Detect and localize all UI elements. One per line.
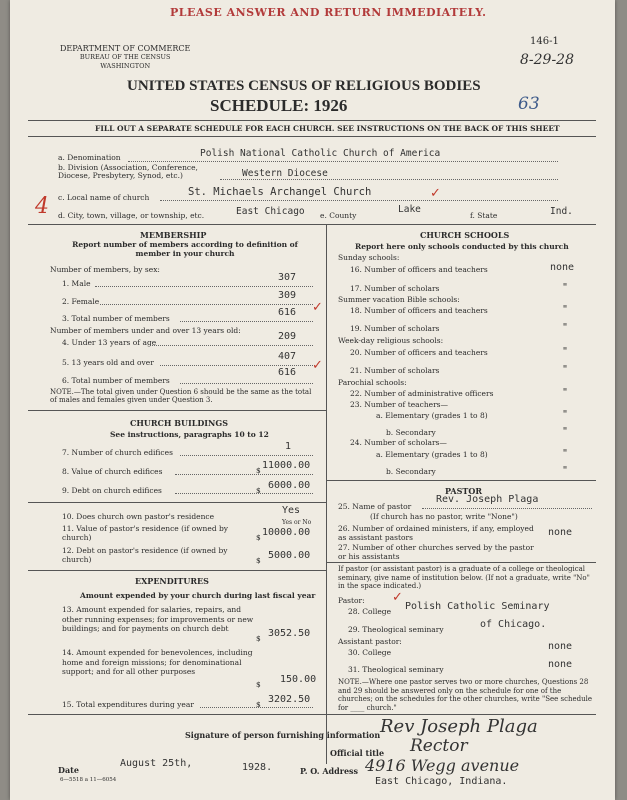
denomination-label: a. Denomination — [58, 153, 121, 162]
pastor-label: Pastor: — [338, 596, 365, 605]
q11-label: 11. Value of pastor's residence (if owned by church) — [62, 524, 229, 542]
q25-label: 25. Name of pastor — [338, 502, 412, 511]
date-label: Date — [58, 765, 79, 775]
q2-value: 309 — [278, 290, 297, 301]
date-stamp: 8-29-28 — [520, 52, 574, 68]
department-city: WASHINGTON — [100, 62, 151, 70]
q4-value: 209 — [278, 331, 297, 342]
official-title-value: Rector — [410, 736, 468, 756]
q16-label: 16. Number of officers and teachers — [350, 265, 488, 274]
city-value: East Chicago — [236, 206, 305, 217]
sunday-schools: Sunday schools: — [338, 253, 400, 262]
weekday-schools: Week-day religious schools: — [338, 336, 444, 345]
q23b-label: b. Secondary — [386, 428, 436, 437]
q20-label: 20. Number of officers and teachers — [350, 348, 488, 357]
schools-subtitle: Report here only schools conducted by this church — [355, 242, 569, 251]
margin-mark: 4 — [35, 194, 49, 219]
q5-label: 5. 13 years old and over — [62, 358, 154, 367]
q21-value: " — [562, 364, 569, 375]
q8-label: 8. Value of church edifices — [62, 467, 163, 476]
q24a-value: " — [562, 448, 569, 459]
q21-label: 21. Number of scholars — [350, 366, 440, 375]
q15-value: 3202.50 — [268, 694, 311, 705]
form-title: UNITED STATES CENSUS OF RELIGIOUS BODIES — [127, 78, 481, 94]
q31-label: 31. Theological seminary — [348, 665, 444, 674]
q13-value: 3052.50 — [268, 628, 311, 639]
q26-value: none — [548, 527, 573, 538]
q30-value: none — [548, 641, 573, 652]
q1-value: 307 — [278, 272, 297, 283]
q5-value: 407 — [278, 351, 297, 362]
q24-label: 24. Number of scholars— — [350, 438, 447, 447]
church-name-label: c. Local name of church — [58, 193, 150, 202]
members-by-sex: Number of members, by sex: — [50, 265, 160, 274]
q14-label: 14. Amount expended for benevolences, including home and foreign missions; for denominational support; and for all other purposes — [62, 648, 253, 676]
q24a-label: a. Elementary (grades 1 to 8) — [376, 450, 488, 459]
address-value: 4916 Wegg avenue — [365, 756, 520, 775]
official-title-label: Official title — [330, 748, 385, 758]
q13-label: 13. Amount expended for salaries, repairs, and other running expenses; for improvements or new buildings; and for payments on church debt — [62, 605, 254, 633]
census-schedule-page: PLEASE ANSWER AND RETURN IMMEDIATELY. DEPARTMENT OF COMMERCE BUREAU OF THE CENSUS WASHINGTON 146-1 8-29-28 UNITED STATES CENSUS OF RELIGIOUS BODIES SCHEDULE: 1926 63 FILL OUT A SEPARATE SCHEDULE FOR EACH CHURCH. SEE INSTRUCTIONS ON THE BACK OF THIS SHEET a. Denomination Polish National Catholic Church of America b. Division (Association, Conference, Diocese, Presbytery, Synod, etc.) Western Diocese c. Local name of church St. Michaels Archangel Church d. City, town, village, or township, etc. East Chicago e. County Lake f. State Ind. 4 ✓ MEMBERSHIP Report number of members according to definition of member in your church Number of members, by sex: 1. Male 307 2. Female 309 3. Total number of members 616 ✓ Number of members under and over 13 years old: 4. Under 13 years of age 209 5. 13 years old and over 407 6. Total number of members 616 ✓ NOTE.—The total given under Question 6 should be the same as the total of males and females given under Question 3. CHURCH BUILDINGS See instructions, paragraphs 10 to 12 7. Number of church edifices 1 8. Value of church edifices $ 11000.00 9. Debt on church edifices $ 6000.00 10. Does church own pastor's residence Yes Yes or No 11. Value of pastor's residence (if owned by church) $ 10000.00 12. Debt on pastor's residence (if owned by church) $ 5000.00 EXPENDITURES Amount expended by your church during last fiscal year 13. Amount expended for salaries, repairs, and other running expenses; for improvements or new buildings; and for payments on church debt $ 3052.50 14. Amount expended for benevolences, including home and foreign missions; for denominational support; and for all other purposes $ 150.00 15. Total expenditures during year $ 3202.50 CHURCH SCHOOLS Report here only schools conducted by this church Sunday schools: 16. Number of officers and teachers none 17. Number of scholars " Summer vacation Bible schools: 18. Number of officers and teachers " 19. Number of scholars " Week-day religious schools: 20. Number of officers and teachers " 21. Number of scholars " Parochial schools: 22. Number of administrative officers " 23. Number of teachers— a. Elementary (grades 1 to 8) " b. Secondary " 24. Number of scholars— a. Elementary (grades 1 to 8) " b. Secondary " PASTOR 25. Name of pastor Rev. Joseph Plaga (If church has no pastor, write "None") 26. Number of ordained ministers, if any, employed as assistant pastors none 27. Number of other churches served by the pastor or his assistants If pastor (or assistant pastor) is a graduate of a college or theological seminary, give name of institution below. (If not a graduate, write "No" in the space indicated.) Pastor: 28. College Polish Catholic Seminary ✓ 29. Theological seminary of Chicago. Assistant pastor: 30. College none 31. Theological seminary none NOTE.—Where one pastor serves two or more churches, Questions 28 and 29 should be answered only on the schedule for one of the churches; on the schedules for the other churches, write "See schedule for ____ church." Signature of person furnishing information Rev Joseph Plaga Official title Rector Date August 25th, 1928. 6—5518 a 11—6054 P. O. Address 4916 Wegg avenue East Chicago, Indiana. — [10, 0, 615, 800]
q26-label: 26. Number of ordained ministers, if any, employed as assistant pastors — [338, 524, 534, 542]
q24b-value: " — [562, 465, 569, 476]
q16-value: none — [550, 262, 575, 273]
county-value: Lake — [398, 204, 421, 215]
q8-value: 11000.00 — [262, 460, 311, 471]
q20-value: " — [562, 346, 569, 357]
q23a-label: a. Elementary (grades 1 to 8) — [376, 411, 488, 420]
church-name-value: St. Michaels Archangel Church — [188, 186, 372, 198]
q4-label: 4. Under 13 years of age — [62, 338, 157, 347]
department-name: DEPARTMENT OF COMMERCE — [60, 44, 191, 53]
denomination-value: Polish National Catholic Church of America — [200, 148, 441, 159]
q12-label: 12. Debt on pastor's residence (if owned by church) — [62, 546, 228, 564]
yes-no-hint: Yes or No — [282, 519, 312, 526]
q17-value: " — [562, 282, 569, 293]
q18-value: " — [562, 304, 569, 315]
q29-label: 29. Theological seminary — [348, 625, 444, 634]
q11-value: 10000.00 — [262, 527, 311, 538]
q6-value: 616 — [278, 367, 297, 378]
q24b-label: b. Secondary — [386, 467, 436, 476]
q19-label: 19. Number of scholars — [350, 324, 440, 333]
graduate-note: If pastor (or assistant pastor) is a graduate of a college or theological seminary, give name of institution below. (If not a graduate, write "No" in the space indicated.) — [338, 565, 590, 590]
q30-label: 30. College — [348, 648, 392, 657]
address-label: P. O. Address — [300, 766, 359, 776]
q13-dollar: $ — [256, 634, 261, 643]
division-label: b. Division (Association, Conference, Diocese, Presbytery, Synod, etc.) — [58, 163, 198, 180]
q22-value: " — [562, 387, 569, 398]
pastor-title: PASTOR — [445, 486, 482, 496]
q10-value: Yes — [282, 505, 301, 516]
q25-value: Rev. Joseph Plaga — [436, 494, 539, 505]
bureau-name: BUREAU OF THE CENSUS — [79, 53, 171, 61]
form-codes: 6—5518 a 11—6054 — [60, 777, 117, 783]
membership-title: MEMBERSHIP — [140, 230, 207, 240]
q3-value: 616 — [278, 307, 297, 318]
instructions: FILL OUT A SEPARATE SCHEDULE FOR EACH CHURCH. SEE INSTRUCTIONS ON THE BACK OF THIS SHEET — [95, 124, 560, 133]
q29-value: of Chicago. — [480, 619, 547, 630]
q6-label: 6. Total number of members — [62, 376, 170, 385]
q7-value: 1 — [285, 441, 292, 452]
q12-dollar: $ — [256, 556, 261, 565]
q7-label: 7. Number of church edifices — [62, 448, 173, 457]
schedule-title: SCHEDULE: 1926 — [210, 96, 348, 115]
q23b-value: " — [562, 426, 569, 437]
buildings-subtitle: See instructions, paragraphs 10 to 12 — [110, 430, 269, 439]
state-label: f. State — [470, 211, 498, 220]
q8-dollar: $ — [256, 466, 261, 475]
q18-label: 18. Number of officers and teachers — [350, 306, 488, 315]
return-notice: PLEASE ANSWER AND RETURN IMMEDIATELY. — [170, 6, 487, 19]
q19-value: " — [562, 322, 569, 333]
q12-value: 5000.00 — [268, 550, 311, 561]
date-value: August 25th, — [120, 758, 193, 769]
summer-schools: Summer vacation Bible schools: — [338, 295, 460, 304]
q23-label: 23. Number of teachers— — [350, 400, 449, 409]
q23a-value: " — [562, 409, 569, 420]
signature: Rev Joseph Plaga — [380, 716, 538, 737]
expenditures-subtitle: Amount expended by your church during last fiscal year — [80, 591, 316, 600]
q25-note: (If church has no pastor, write "None") — [370, 512, 518, 521]
q11-dollar: $ — [256, 533, 261, 542]
q1-label: 1. Male — [62, 279, 91, 288]
q15-dollar: $ — [256, 700, 261, 709]
date-year: 1928. — [242, 762, 273, 773]
q3-label: 3. Total number of members — [62, 314, 170, 323]
membership-note: NOTE.—The total given under Question 6 should be the same as the total of males and females given under Question 3. — [50, 388, 312, 404]
pastor-note: NOTE.—Where one pastor serves two or more churches, Questions 28 and 29 should be answered only on the schedule for one of the churches; on the schedules for the other churches, write "See schedule for ____ church." — [338, 678, 593, 712]
q9-label: 9. Debt on church edifices — [62, 486, 162, 495]
q17-label: 17. Number of scholars — [350, 284, 440, 293]
q22-label: 22. Number of administrative officers — [350, 389, 494, 398]
q27-label: 27. Number of other churches served by the pastor or his assistants — [338, 543, 534, 561]
membership-subtitle: Report number of members according to definition of member in your church — [72, 240, 298, 258]
q10-label: 10. Does church own pastor's residence — [62, 512, 215, 521]
form-code: 146-1 — [530, 36, 559, 47]
members-by-age: Number of members under and over 13 years old: — [50, 326, 241, 335]
signature-label: Signature of person furnishing information — [185, 730, 381, 740]
address-city: East Chicago, Indiana. — [375, 776, 508, 787]
parochial-schools: Parochial schools: — [338, 378, 407, 387]
file-number: 63 — [518, 94, 540, 114]
state-value: Ind. — [550, 206, 573, 217]
q28-value: Polish Catholic Seminary — [405, 601, 550, 612]
q31-value: none — [548, 659, 573, 670]
q14-value: 150.00 — [280, 674, 317, 685]
division-value: Western Diocese — [242, 168, 328, 179]
q14-dollar: $ — [256, 680, 261, 689]
schools-title: CHURCH SCHOOLS — [420, 230, 510, 240]
buildings-title: CHURCH BUILDINGS — [130, 418, 228, 428]
q9-value: 6000.00 — [268, 480, 311, 491]
department-block — [60, 44, 190, 71]
q2-label: 2. Female — [62, 297, 100, 306]
city-label: d. City, town, village, or township, etc. — [58, 211, 205, 220]
expenditures-title: EXPENDITURES — [135, 576, 209, 586]
assistant-label: Assistant pastor: — [338, 637, 402, 646]
county-label: e. County — [320, 211, 357, 220]
q15-label: 15. Total expenditures during year — [62, 700, 194, 709]
q28-label: 28. College — [348, 607, 392, 616]
q9-dollar: $ — [256, 486, 261, 495]
